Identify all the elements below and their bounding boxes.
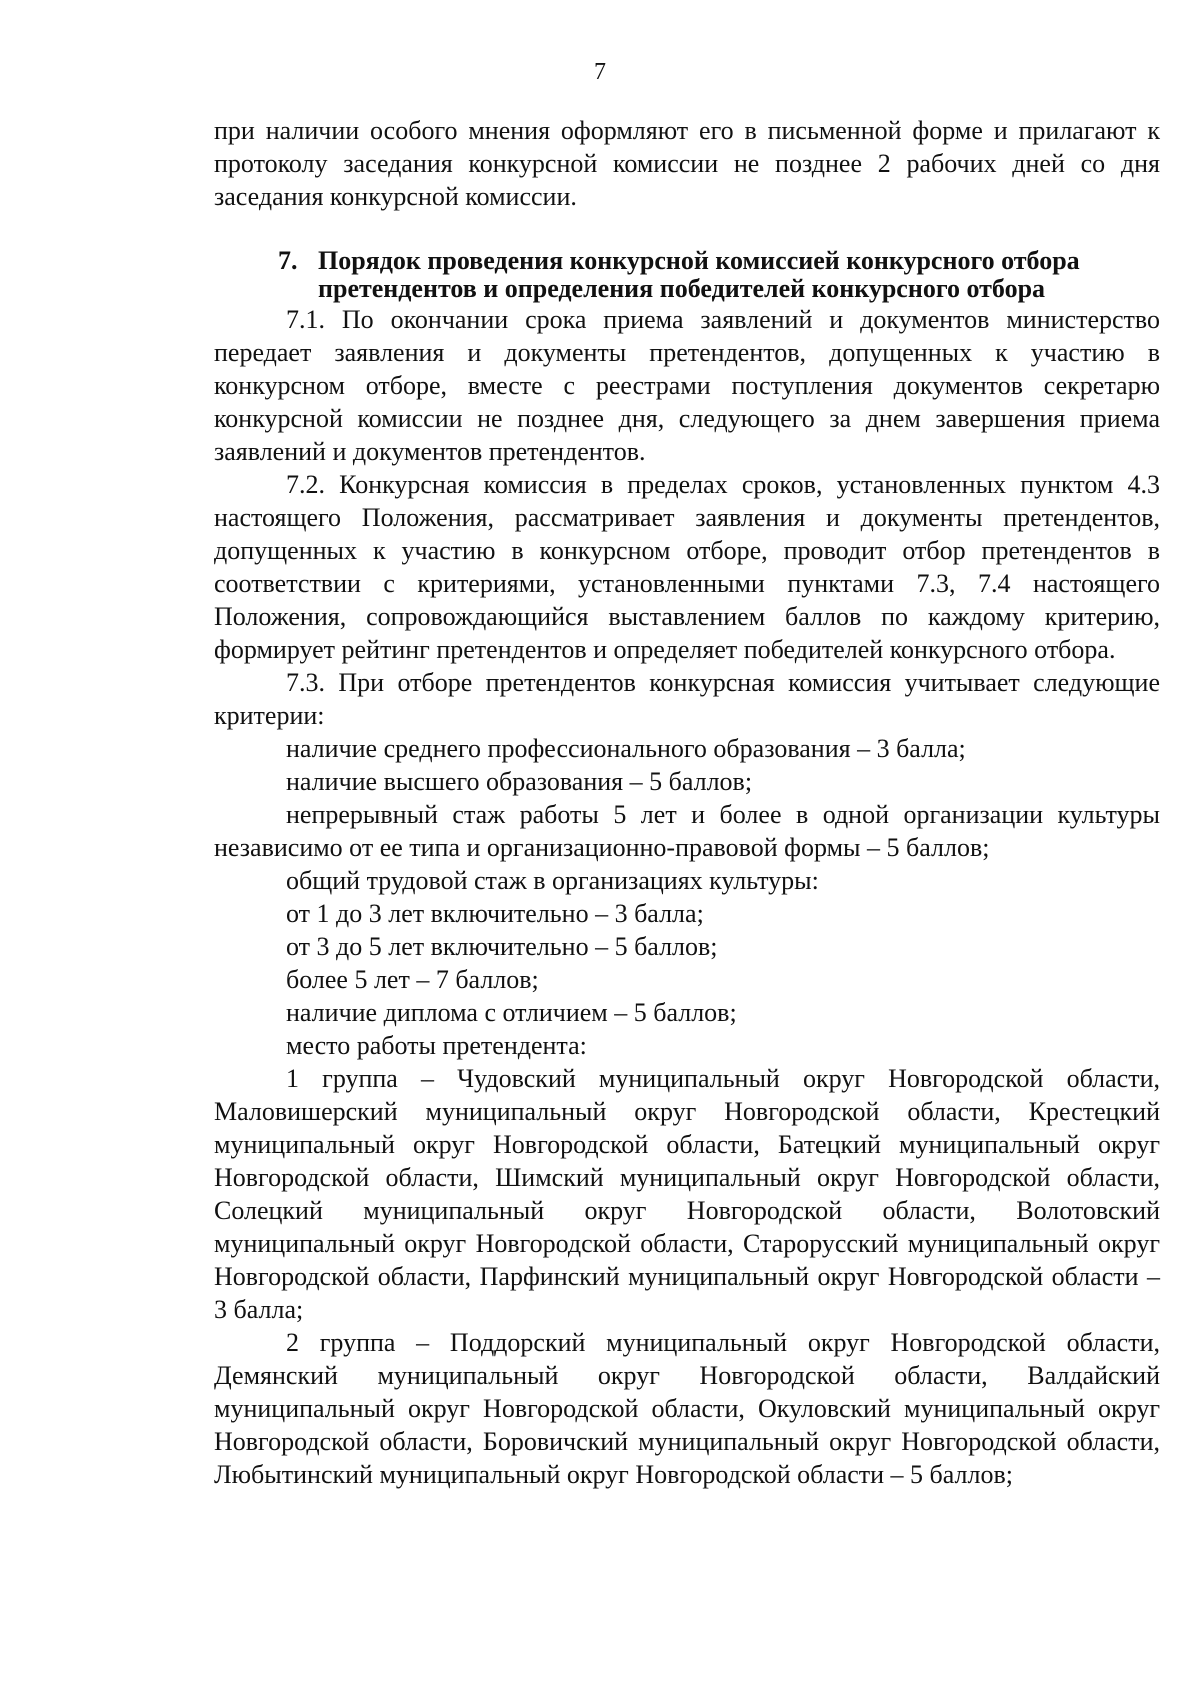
page-number: 7 [594, 59, 606, 85]
group-2-paragraph: 2 группа – Поддорский муниципальный округ Новгородской области, Демянский муниципальный округ Новгородской области, Валдайский муниципальный округ Новгородской области, Окуловский муниципальный округ Новгородской области, Боровичский муниципальный округ Новгородской области, Любытинский муниципальный округ Новгородской области – 5 баллов; [214, 1328, 1160, 1489]
group-1-paragraph: 1 группа – Чудовский муниципальный округ Новгородской области, Маловишерский муниципальный округ Новгородской области, Крестецкий муниципальный округ Новгородской области, Батецкий муниципальный округ Новгородской области, Шимский муниципальный округ Новгородской области, Солецкий муниципальный округ Новгородской области, Волотовский муниципальный округ Новгородской области, Старорусский муниципальный округ Новгородской области, Парфинский муниципальный округ Новгородской области – 3 балла; [214, 1064, 1160, 1324]
criterion-item: от 3 до 5 лет включительно – 5 баллов; [286, 932, 718, 961]
criterion-item: наличие диплома с отличием – 5 баллов; [286, 998, 737, 1027]
criterion-item: место работы претендента: [286, 1031, 587, 1060]
criterion-item: непрерывный стаж работы 5 лет и более в одной организации культуры независимо от ее типа и организационно-правовой формы – 5 баллов; [214, 800, 1160, 862]
paragraph-7-1: 7.1. По окончании срока приема заявлений и документов министерство передает заявления и документы претендентов, допущенных к участию в конкурсном отборе, вместе с реестрами поступления документов секретарю конкурсной комиссии не позднее дня, следующего за днем завершения приема заявлений и документов претендентов. [214, 305, 1160, 466]
paragraph-7-3: 7.3. При отборе претендентов конкурсная комиссия учитывает следующие критерии: [214, 668, 1160, 730]
criterion-item: наличие среднего профессионального образования – 3 балла; [286, 734, 966, 763]
criterion-item: более 5 лет – 7 баллов; [286, 965, 539, 994]
paragraph-continuation: при наличии особого мнения оформляют его в письменной форме и прилагают к протоколу заседания конкурсной комиссии не позднее 2 рабочих дней со дня заседания конкурсной комиссии. [214, 116, 1160, 211]
section-title: Порядок проведения конкурсной комиссией конкурсного отбора претендентов и определения победителей конкурсного отбора [318, 246, 1080, 303]
section-heading [214, 247, 1160, 303]
section-number: 7. [278, 246, 298, 275]
criterion-item: общий трудовой стаж в организациях культуры: [286, 866, 819, 895]
criterion-item: от 1 до 3 лет включительно – 3 балла; [286, 899, 704, 928]
paragraph-7-2: 7.2. Конкурсная комиссия в пределах сроков, установленных пунктом 4.3 настоящего Положения, рассматривает заявления и документы претендентов, допущенных к участию в конкурсном отборе, проводит отбор претендентов в соответствии с критериями, установленными пунктами 7.3, 7.4 настоящего Положения, сопровождающийся выставлением баллов по каждому критерию, формирует рейтинг претендентов и определяет победителей конкурсного отбора. [214, 470, 1160, 664]
document-body [214, 114, 1160, 1491]
criterion-item: наличие высшего образования – 5 баллов; [286, 767, 753, 796]
